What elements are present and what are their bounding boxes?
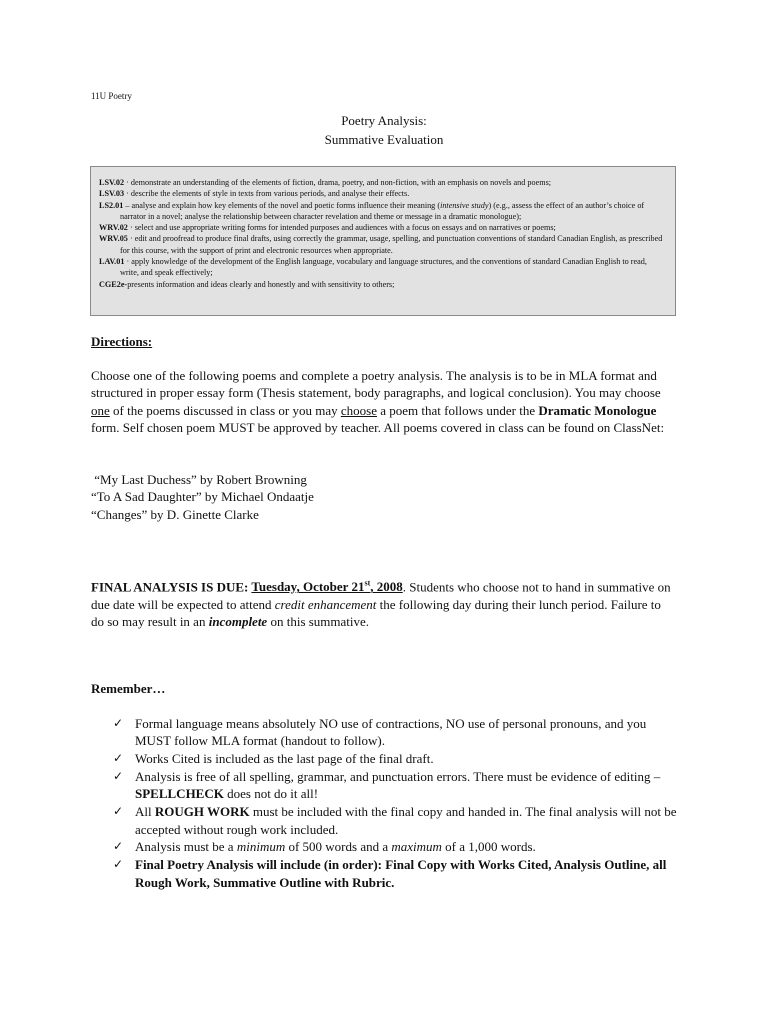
- maximum-label: maximum: [391, 839, 442, 855]
- expectation-code: LSV.03: [99, 189, 125, 199]
- list-item-text: must be included with the final copy and handed in. The final analysis will not be accepted without rough work included.: [135, 804, 677, 837]
- directions-text: form. Self chosen poem MUST be approved by teacher. All poems covered in class can be found on ClassNet:: [91, 420, 665, 436]
- minimum-label: minimum: [236, 839, 286, 855]
- list-item: [113, 803, 678, 838]
- due-date-suffix: st: [364, 579, 371, 588]
- list-item-text: Analysis must be a: [135, 839, 237, 855]
- expectation-text-italic: intensive study: [440, 200, 489, 210]
- expectation-code: LS2.01: [99, 200, 124, 210]
- list-item-text: All: [135, 804, 155, 820]
- expectation-item: [99, 256, 667, 279]
- expectation-code: WRV.05: [99, 234, 128, 244]
- list-item: [113, 750, 678, 767]
- checkmark-icon: ✓: [113, 716, 124, 730]
- expectation-item: [99, 279, 667, 290]
- expectation-item: [99, 233, 667, 256]
- expectation-text: · apply knowledge of the development of the English language, vocabulary and language structures, and the conventions of standard Canadian English to read, write, and speak effectively;: [120, 257, 647, 278]
- expectation-text: · edit and proofread to produce final drafts, using correctly the grammar, usage, spelling, and punctuation conventions of standard Canadian English, as prescribed for this course, with the support of print and electronic resources when appropriate.: [120, 234, 663, 255]
- checkmark-icon: ✓: [113, 751, 124, 766]
- course-label: 11U Poetry: [91, 91, 132, 101]
- directions-heading: Directions:: [91, 334, 153, 349]
- directions-underline-one: one: [91, 402, 110, 418]
- dramatic-monologue-label: Dramatic Monologue: [538, 402, 657, 418]
- directions-text: of the poems discussed in class or you may: [109, 402, 341, 418]
- due-date-main: Tuesday, October 21: [251, 579, 365, 595]
- checkmark-icon: ✓: [113, 769, 124, 783]
- checkmark-icon: ✓: [113, 857, 124, 872]
- poem-item: “My Last Duchess” by Robert Browning: [91, 472, 307, 487]
- poem-list: [91, 471, 314, 523]
- expectation-text: · select and use appropriate writing forms for intended purposes and audiences with a focus on essays and on narratives or poems;: [127, 223, 556, 233]
- expectation-text: -presents information and ideas clearly and honestly and with sensitivity to others;: [124, 279, 395, 289]
- due-text: the following day during their lunch period. Failure to do so may result in an: [91, 596, 661, 630]
- poem-item: “To A Sad Daughter” by Michael Ondaatje: [91, 489, 314, 505]
- due-date: [251, 579, 402, 594]
- credit-enhancement-text: credit enhancement: [274, 596, 377, 612]
- expectation-code: CGE2e: [99, 279, 125, 289]
- directions-underline-choose: choose: [340, 402, 377, 418]
- checkmark-icon: ✓: [113, 839, 124, 854]
- due-date-year: , 2008: [370, 579, 403, 595]
- expectation-code: LAV.01: [99, 257, 125, 267]
- expectation-code: WRV.02: [99, 223, 128, 233]
- document-subtitle: Summative Evaluation: [324, 132, 444, 147]
- remember-heading: Remember…: [91, 681, 166, 696]
- remember-list: [113, 715, 678, 891]
- incomplete-text: incomplete: [208, 614, 268, 630]
- spellcheck-label: SPELLCHECK: [135, 786, 224, 802]
- expectation-code: LSV.02: [99, 178, 125, 187]
- checkmark-icon: ✓: [113, 804, 124, 819]
- list-item-text: Works Cited is included as the last page of the final draft.: [135, 751, 434, 767]
- rough-work-label: ROUGH WORK: [154, 804, 250, 820]
- list-item-text: Formal language means absolutely NO use of contractions, NO use of personal pronouns, and you MUST follow MLA format (handout to follow).: [135, 716, 647, 749]
- list-item-text: does not do it all!: [223, 786, 319, 802]
- list-item: [113, 715, 678, 750]
- list-item-text: Analysis is free of all spelling, grammar, and punctuation errors. There must be evidence of editing –: [135, 769, 661, 784]
- list-item-text: of a 1,000 words.: [441, 839, 536, 855]
- list-item: [113, 838, 678, 855]
- list-item: [113, 768, 678, 803]
- expectation-text: – analyse and explain how key elements of the novel and poetic forms influence their meaning (: [123, 200, 441, 210]
- curriculum-expectations-box: [90, 166, 676, 316]
- due-text: on this summative.: [267, 614, 370, 630]
- expectation-text: · describe the elements of style in texts from various periods, and analyse their effects.: [124, 189, 410, 199]
- expectation-text: · demonstrate an understanding of the elements of fiction, drama, poetry, and non-fiction, with an emphasis on novels and poems;: [124, 178, 552, 187]
- expectation-item: [99, 188, 667, 199]
- poem-item: “Changes” by D. Ginette Clarke: [91, 506, 259, 522]
- expectation-item: [99, 222, 667, 233]
- list-item-text: of 500 words and a: [285, 839, 392, 855]
- expectation-text: ) (e.g., assess the effect of an author’s choice of narrator in a novel; analyse the relationship between character revelation and theme or message in a dramatic monologue);: [120, 200, 645, 221]
- expectation-item: [99, 200, 667, 223]
- list-item-text: Final Poetry Analysis will include (in order): Final Copy with Works Cited, Analysis Outline, all Rough Work, Summative Outline with Rubric.: [135, 857, 667, 890]
- document-title: Poetry Analysis:: [341, 113, 427, 128]
- list-item: [113, 856, 678, 891]
- directions-text: a poem that follows under the: [376, 402, 539, 418]
- expectation-item: [99, 177, 667, 188]
- directions-paragraph: [91, 367, 671, 437]
- due-label: FINAL ANALYSIS IS DUE:: [91, 579, 252, 595]
- due-text: . Students who choose not to hand in summative on due date will be expected to attend: [91, 579, 671, 612]
- due-date-paragraph: [91, 575, 676, 631]
- directions-text: Choose one of the following poems and complete a poetry analysis. The analysis is to be in MLA format and structured in proper essay form (Thesis statement, body paragraphs, and logical conclusion). You may choose: [91, 368, 661, 401]
